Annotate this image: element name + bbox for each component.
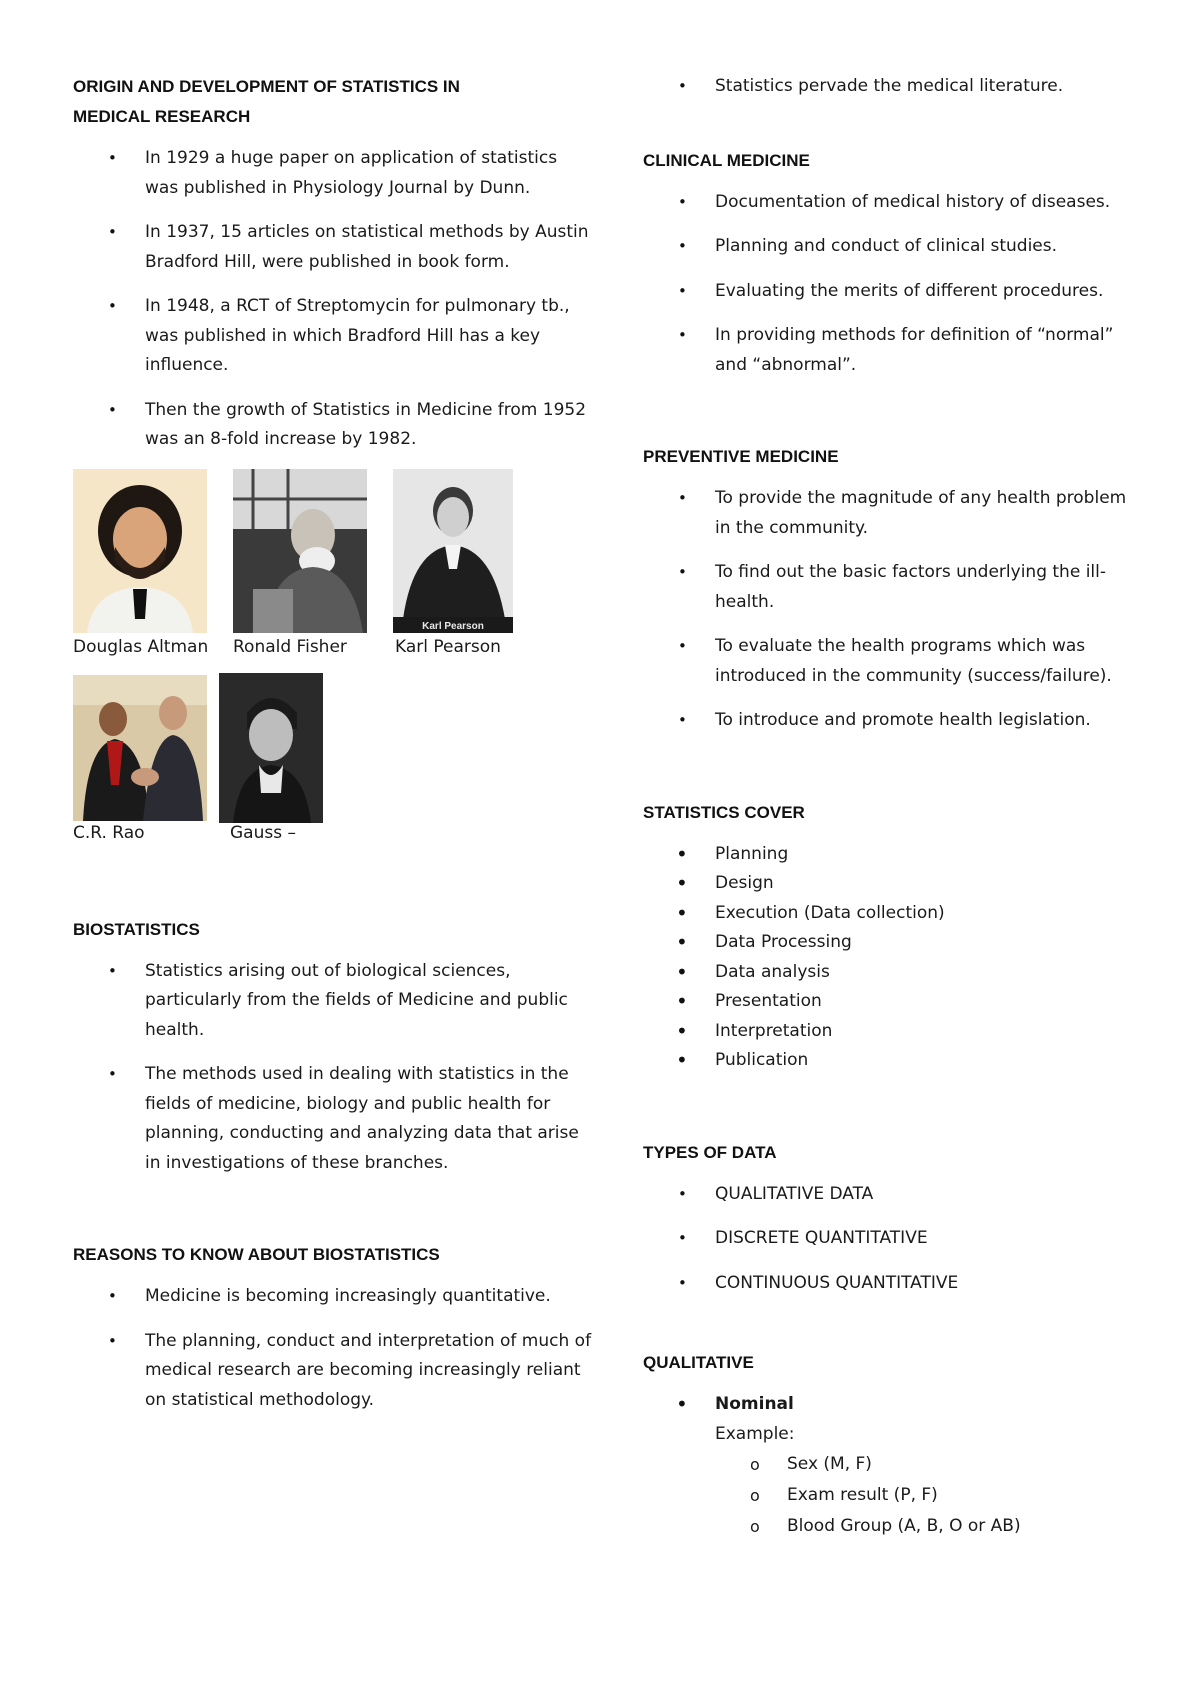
cr-rao-photo bbox=[73, 675, 207, 821]
preventive-medicine-list bbox=[643, 484, 1143, 736]
list-item: • To evaluate the health programs which was introduced in the community (success/failure). bbox=[643, 632, 1143, 691]
list-item: • Planning and conduct of clinical studies. bbox=[643, 232, 1143, 262]
list-item: • Presentation bbox=[643, 987, 1143, 1017]
intro-list bbox=[643, 72, 1143, 102]
list-item: • Publication bbox=[643, 1046, 1143, 1076]
origin-list bbox=[73, 144, 593, 455]
list-item: • Evaluating the merits of different procedures. bbox=[643, 277, 1143, 307]
list-item: • Then the growth of Statistics in Medicine from 1952 was an 8-fold increase by 1982. bbox=[73, 396, 593, 455]
list-item: • Documentation of medical history of diseases. bbox=[643, 188, 1143, 218]
caption-gauss: Gauss – bbox=[230, 822, 296, 843]
nominal-label: Nominal bbox=[715, 1394, 794, 1414]
list-item: • The planning, conduct and interpretation of much of medical research are becoming increasingly reliant on statistical methodology. bbox=[73, 1327, 593, 1416]
list-item: • Medicine is becoming increasingly quantitative. bbox=[73, 1282, 593, 1312]
list-item: • Statistics arising out of biological sciences, particularly from the fields of Medicine and public health. bbox=[73, 957, 593, 1046]
list-item: • Statistics pervade the medical literature. bbox=[643, 72, 1143, 102]
caption-douglas-altman: Douglas Altman bbox=[73, 636, 209, 657]
list-item: • Planning bbox=[643, 840, 1143, 870]
example-label: Example: bbox=[715, 1423, 795, 1444]
list-item: • Design bbox=[643, 869, 1143, 899]
caption-karl-pearson: Karl Pearson bbox=[395, 636, 501, 657]
clinical-medicine-list bbox=[643, 188, 1143, 381]
biostatistics-list bbox=[73, 957, 593, 1179]
list-item: • To introduce and promote health legislation. bbox=[643, 706, 1143, 736]
list-item: • To find out the basic factors underlying the ill-health. bbox=[643, 558, 1143, 617]
list-item: • To provide the magnitude of any health problem in the community. bbox=[643, 484, 1143, 543]
section-heading-origin-line2: MEDICAL RESEARCH bbox=[73, 107, 251, 126]
list-item: • In 1948, a RCT of Streptomycin for pulmonary tb., was published in which Bradford Hill has a key influence. bbox=[73, 292, 593, 381]
qualitative-list bbox=[643, 1390, 1143, 1420]
portraits-captions-row-1 bbox=[73, 637, 593, 667]
portraits-row-1 bbox=[73, 469, 593, 637]
list-item: • CONTINUOUS QUANTITATIVE bbox=[643, 1269, 1143, 1299]
section-heading-biostatistics: BIOSTATISTICS bbox=[73, 919, 200, 939]
douglas-altman-photo bbox=[73, 469, 207, 633]
left-column bbox=[73, 72, 593, 1415]
karl-pearson-photo bbox=[393, 469, 513, 633]
list-item: o Blood Group (A, B, O or AB) bbox=[715, 1511, 1143, 1542]
nominal-examples-list bbox=[643, 1449, 1143, 1542]
list-item-nominal bbox=[643, 1390, 1143, 1420]
list-item: • Data Processing bbox=[643, 928, 1143, 958]
list-item: o Sex (M, F) bbox=[715, 1449, 1143, 1480]
list-item: • In providing methods for definition of “normal” and “abnormal”. bbox=[643, 321, 1143, 380]
types-of-data-list bbox=[643, 1180, 1143, 1299]
section-heading-statistics-cover: STATISTICS COVER bbox=[643, 802, 805, 822]
section-heading-preventive-medicine: PREVENTIVE MEDICINE bbox=[643, 447, 839, 466]
right-column bbox=[643, 72, 1143, 1542]
list-item: • In 1929 a huge paper on application of statistics was published in Physiology Journal by Dunn. bbox=[73, 144, 593, 203]
list-item: • DISCRETE QUANTITATIVE bbox=[643, 1224, 1143, 1254]
portraits-row-2 bbox=[73, 673, 593, 823]
section-heading-types-of-data: TYPES OF DATA bbox=[643, 1142, 777, 1162]
section-heading-origin-line1: ORIGIN AND DEVELOPMENT OF STATISTICS IN bbox=[73, 77, 460, 96]
reasons-list bbox=[73, 1282, 593, 1415]
list-item: • Execution (Data collection) bbox=[643, 899, 1143, 929]
section-heading-reasons: REASONS TO KNOW ABOUT BIOSTATISTICS bbox=[73, 1245, 440, 1264]
list-item: • QUALITATIVE DATA bbox=[643, 1180, 1143, 1210]
list-item: • Data analysis bbox=[643, 958, 1143, 988]
statistics-cover-list bbox=[643, 840, 1143, 1076]
ronald-fisher-photo bbox=[233, 469, 367, 633]
list-item: • Interpretation bbox=[643, 1017, 1143, 1047]
list-item: • In 1937, 15 articles on statistical methods by Austin Bradford Hill, were published in book form. bbox=[73, 218, 593, 277]
gauss-photo bbox=[219, 673, 323, 823]
caption-ronald-fisher: Ronald Fisher bbox=[233, 636, 347, 657]
list-item: • The methods used in dealing with statistics in the fields of medicine, biology and public health for planning, conducting and analyzing data that arise in investigations of these branches. bbox=[73, 1060, 593, 1178]
list-item: o Exam result (P, F) bbox=[715, 1480, 1143, 1511]
portraits-captions-row-2 bbox=[73, 823, 593, 853]
section-heading-clinical-medicine: CLINICAL MEDICINE bbox=[643, 150, 810, 170]
section-heading-qualitative: QUALITATIVE bbox=[643, 1353, 754, 1372]
caption-cr-rao: C.R. Rao bbox=[73, 822, 145, 843]
karl-pearson-photo-label: Karl Pearson bbox=[422, 620, 484, 632]
